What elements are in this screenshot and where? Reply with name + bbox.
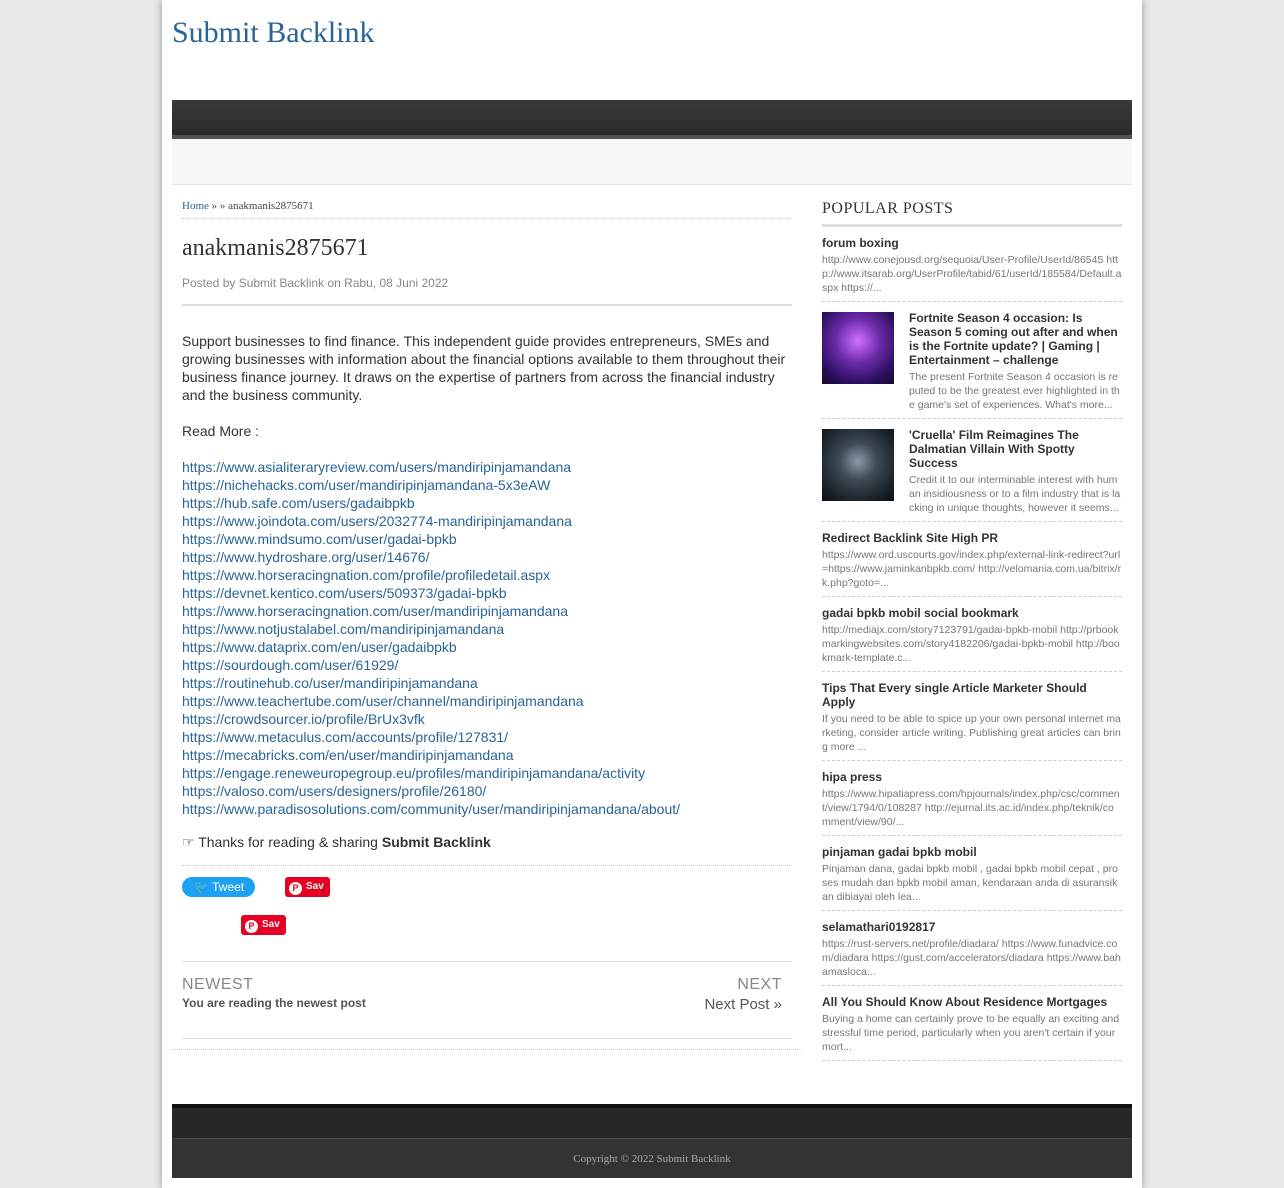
popular-post-snippet: https://www.ord.uscourts.gov/index.php/external-link-redirect?url=https://www.jaminkanbpkb.com/ http://velomania.com.ua/bitrix/rk.php?goto=... xyxy=(822,549,1122,589)
sidebar xyxy=(822,200,1122,1061)
popular-post-snippet: http://www.conejousd.org/sequoia/User-Profile/UserId/86545 http://www.itsarab.org/UserProfile/tabid/61/userId/185584/Default.aspx https://... xyxy=(822,254,1122,294)
backlink-url-link[interactable]: https://engage.reneweuropegroup.eu/profiles/mandiripinjamandana/activity xyxy=(182,765,646,781)
popular-post-snippet: Credit it to our interminable interest with human insidiousness or to a film industry that is lacking in unique thoughts, however it seems... xyxy=(909,474,1121,514)
hand-pointing-icon: ☞ xyxy=(182,834,195,850)
pinterest-save-button[interactable] xyxy=(285,877,330,897)
popular-post-title[interactable]: hipa press xyxy=(822,770,883,784)
popular-post-snippet: The present Fortnite Season 4 occasion is reputed to be the greatest ever highlighted in the game's set of experiences. What's more... xyxy=(909,371,1120,411)
popular-post-item[interactable] xyxy=(822,761,1122,836)
backlink-url-link[interactable]: https://www.dataprix.com/en/user/gadaibpkb xyxy=(182,639,457,655)
backlink-url-link[interactable]: https://hub.safe.com/users/gadaibpkb xyxy=(182,495,415,511)
site-title-link[interactable]: Submit Backlink xyxy=(172,16,375,49)
pinterest-icon: P xyxy=(245,920,258,933)
next-post-link[interactable]: Next Post » xyxy=(704,996,782,1013)
popular-post-item[interactable] xyxy=(822,986,1122,1061)
main-navbar xyxy=(172,100,1132,139)
backlink-url-link[interactable]: https://www.mindsumo.com/user/gadai-bpkb xyxy=(182,531,457,547)
main-divider xyxy=(172,1049,802,1050)
pinterest-icon: P xyxy=(289,882,302,895)
popular-post-title[interactable]: forum boxing xyxy=(822,236,899,250)
breadcrumb-separator: » xyxy=(211,200,218,212)
tweet-button[interactable] xyxy=(182,877,255,897)
backlink-url-link[interactable]: https://www.joindota.com/users/2032774-mandiripinjamandana xyxy=(182,513,572,529)
pager-next-label: NEXT xyxy=(737,976,782,993)
popular-posts-title: POPULAR POSTS xyxy=(822,200,1122,227)
post-pager xyxy=(182,962,792,1039)
popular-post-item[interactable] xyxy=(822,911,1122,986)
popular-post-item[interactable] xyxy=(822,522,1122,597)
popular-post-title[interactable]: Tips That Every single Article Marketer Should Apply xyxy=(822,681,1087,709)
backlink-url-link[interactable]: https://www.asialiteraryreview.com/users/mandiripinjamandana xyxy=(182,459,572,475)
backlink-url-link[interactable]: https://routinehub.co/user/mandiripinjamandana xyxy=(182,675,478,691)
popular-post-item[interactable] xyxy=(822,302,1122,419)
pinterest-save-button-2[interactable] xyxy=(241,915,286,935)
main-content xyxy=(182,200,792,1039)
popular-post-item[interactable] xyxy=(822,597,1122,672)
popular-post-snippet: http://mediajx.com/story7123791/gadai-bpkb-mobil http://prbookmarkingwebsites.com/story4182206/gadai-bpkb-mobil http://bookmark-template.c... xyxy=(822,624,1120,664)
post-meta: Posted by Submit Backlink on Rabu, 08 Juni 2022 xyxy=(182,276,792,306)
backlink-url-link[interactable]: https://crowdsourcer.io/profile/BrUx3vfk xyxy=(182,711,425,727)
popular-post-title[interactable]: All You Should Know About Residence Mortgages xyxy=(822,995,1108,1009)
post-body xyxy=(182,332,792,818)
backlink-url-link[interactable]: https://www.paradisosolutions.com/community/user/mandiripinjamandana/about/ xyxy=(182,801,681,817)
pinterest-save-label: Sav xyxy=(306,881,324,892)
share-bar xyxy=(182,866,792,962)
popular-post-item[interactable] xyxy=(822,227,1122,302)
read-more-label: Read More : xyxy=(182,423,260,439)
backlink-url-link[interactable]: https://www.notjustalabel.com/mandiripinjamandana xyxy=(182,621,505,637)
breadcrumb-home-link[interactable]: Home xyxy=(182,200,209,212)
twitter-bird-icon: 🐦 xyxy=(194,880,209,894)
fortnite-thumbnail-image[interactable] xyxy=(822,312,894,384)
backlink-url-link[interactable]: https://sourdough.com/user/61929/ xyxy=(182,657,399,673)
popular-post-title[interactable]: Redirect Backlink Site High PR xyxy=(822,531,999,545)
thanks-text: Thanks for reading & sharing xyxy=(198,834,378,850)
backlink-url-link[interactable]: https://www.metaculus.com/accounts/profile/127831/ xyxy=(182,729,509,745)
backlink-url-link[interactable]: https://nichehacks.com/user/mandiripinjamandana-5x3eAW xyxy=(182,477,551,493)
popular-post-title[interactable]: 'Cruella' Film Reimagines The Dalmatian Villain With Spotty Success xyxy=(909,428,1079,470)
popular-post-item[interactable] xyxy=(822,419,1122,522)
backlink-url-link[interactable]: https://www.hydroshare.org/user/14676/ xyxy=(182,549,430,565)
backlink-url-link[interactable]: https://mecabricks.com/en/user/mandiripinjamandana xyxy=(182,747,514,763)
post-paragraph: Support businesses to find finance. This independent guide provides entrepreneurs, SMEs and growing businesses with information about the financial options available to them throughout their business finance journey. It draws on the expertise of partners from across the financial industry and the business community. xyxy=(182,333,786,403)
breadcrumb-separator: » xyxy=(219,200,226,212)
backlink-url-link[interactable]: https://valoso.com/users/designers/profile/26180/ xyxy=(182,783,487,799)
pager-next[interactable] xyxy=(704,976,782,1013)
pager-newest xyxy=(182,976,366,1010)
pinterest-save-label: Sav xyxy=(262,919,280,930)
popular-post-snippet: https://www.hipatiapress.com/hpjournals/index.php/csc/comment/view/1794/0/108287 http://ejurnal.its.ac.id/index.php/teknik/comment/view/90/... xyxy=(822,788,1120,828)
pager-newest-label: NEWEST xyxy=(182,976,254,993)
tweet-button-label: Tweet xyxy=(212,880,245,894)
popular-post-snippet: Pinjaman dana, gadai bpkb mobil , gadai bpkb mobil cepat , proses mudah dan bpkb mobil aman, kendaraan anda di asuransikan dibiayai oleh lea... xyxy=(822,863,1118,903)
backlink-list xyxy=(182,458,792,818)
footer-copyright: Copyright © 2022 Submit Backlink xyxy=(172,1138,1132,1178)
popular-post-snippet: Buying a home can certainly prove to be equally an exciting and stressful time period, particularly when you aren't certain if your mort... xyxy=(822,1013,1120,1053)
footer-bar xyxy=(172,1104,1132,1138)
thanks-site-name: Submit Backlink xyxy=(381,834,491,850)
popular-post-item[interactable] xyxy=(822,836,1122,911)
popular-post-snippet: https://rust-servers.net/profile/diadara/ https://www.funadvice.com/diadara https://gust.com/accelerators/diadara https://www.bahamasloca... xyxy=(822,938,1121,978)
popular-post-snippet: If you need to be able to spice up your own personal internet marketing, consider article writing. Publishing great articles can bring more ... xyxy=(822,713,1121,753)
post-title: anakmanis2875671 xyxy=(182,235,369,261)
popular-post-item[interactable] xyxy=(822,672,1122,761)
breadcrumb xyxy=(182,200,792,219)
backlink-url-link[interactable]: https://www.horseracingnation.com/user/mandiripinjamandana xyxy=(182,603,568,619)
page-container xyxy=(162,0,1142,1188)
popular-post-title[interactable]: Fortnite Season 4 occasion: Is Season 5 coming out after and when is the Fortnite update? | Gaming | Entertainment – challenge xyxy=(909,311,1118,367)
pager-newest-sub: You are reading the newest post xyxy=(182,996,366,1010)
popular-post-title[interactable]: selamathari0192817 xyxy=(822,920,936,934)
popular-post-title[interactable]: gadai bpkb mobil social bookmark xyxy=(822,606,1019,620)
sub-navbar xyxy=(172,139,1132,185)
cruella-thumbnail-image[interactable] xyxy=(822,429,894,501)
thanks-line xyxy=(182,834,792,866)
breadcrumb-current: anakmanis2875671 xyxy=(228,200,314,212)
backlink-url-link[interactable]: https://devnet.kentico.com/users/509373/gadai-bpkb xyxy=(182,585,507,601)
backlink-url-link[interactable]: https://www.horseracingnation.com/profile/profiledetail.aspx xyxy=(182,567,551,583)
popular-post-title[interactable]: pinjaman gadai bpkb mobil xyxy=(822,845,977,859)
backlink-url-link[interactable]: https://www.teachertube.com/user/channel/mandiripinjamandana xyxy=(182,693,584,709)
